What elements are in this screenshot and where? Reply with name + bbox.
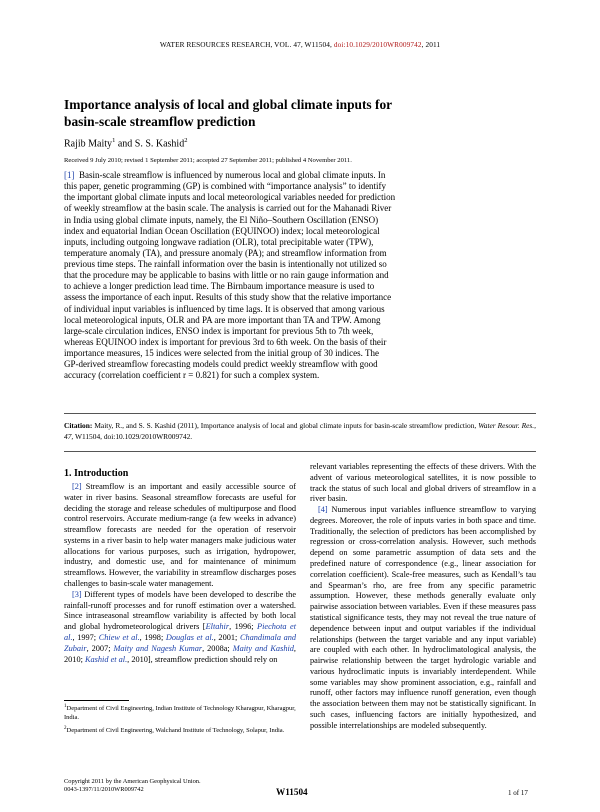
copyright [64, 778, 201, 794]
abstract-line: to achieve a longer prediction lead time. The Birnbaum importance measure is used to [64, 281, 375, 292]
journal-info: WATER RESOURCES RESEARCH, VOL. 47, W11504, [159, 40, 332, 49]
footnote-1: $^1$Department of Civil Engineering, Indian Institute of Technology Kharagpur, Kharagpur, India. [64, 704, 296, 721]
abstract-line: in India using global climate inputs, namely, the El Niño–Southern Oscillation (ENSO) [64, 214, 379, 225]
paragraph-3: [3] Different types of models have been developed to describe the rainfall-runoff processes and for runoff estimation over a watershed. Since intraseasonal streamflow variability is affected by both local and global hydrometeorological drivers [Eltahir, 1996; Piechota et al., 1997; Chiew et al., 1998; Douglas et al., 2001; Chandimala and Zubair, 2007; Maity and Nagesh Kumar, 2008a; Maity and Kashid, 2010; Kashid et al., 2010], streamflow prediction should rely on [64, 589, 297, 664]
author-1: Rajib Maity [64, 138, 113, 150]
abstract-line: inputs, including outgoing longwave radiation (OLR), total precipitable water (TPW), [64, 236, 374, 247]
paragraph-4: [4] Numerous input variables influence streamflow to varying degrees. Moreover, the role of inputs varies in both space and time. Traditionally, the selection of predictors has been accomplished by regression or cross-correlation analysis. However, such methods depend on some parametric assumption of data sets and the predefined nature of correspondence (e.g., linear association for correlation coefficient). Scale-free measures, such as Kendall’s tau and Spearman’s rho, are free from any specific parametric assumption. However, these methods generally evaluate only pairwise association between variables. Even if these measures pass statistical significance tests, they may not reveal the true nature of dependence between input and output variables if the individual relationships (between the target variable and any input variable) are coupled with each other. In hydroclimatological analysis, the pairwise relationship between the target hydrologic variable and various hydroclimatic inputs is invariably interdependent. While some variables may show prominent association, e.g., rainfall and runoff, other factors may influence runoff generation, even though the association between them may not be statistically significant. In such cases, influencing factors are initially hypothesized, and possible interrelationships are modeled subsequently. [310, 505, 536, 730]
section-heading: 1. Introduction [64, 468, 129, 479]
article-title [64, 97, 524, 130]
paragraph-2: [2] Streamflow is an important and easily accessible source of water in river basins. Seasonal streamflow forecasts are useful for deciding the storage and release schedules of multipurpose and flood control reservoirs. Accurate medium-range (a few weeks in advance) streamflow forecasts are needed for the operation of reservoir systems in a river basin to help water managers make judicious water allocations for various purposes, such as irrigation, hydropower, industry, and domestic use, and for maintenance of minimum streamflows. However, the variability in streamflow discharges poses challenges to basin-scale water management. [64, 482, 296, 589]
reference-link[interactable]: Chiew et al. [98, 632, 140, 642]
footnote-2: $^2$Department of Civil Engineering, Walchand Institute of Technology, Solapur, India. [64, 726, 285, 735]
issn-line: 0043-1397/11/2010WR009742 [64, 786, 144, 793]
header-year: , 2011 [421, 40, 441, 49]
doi-link[interactable]: doi:10.1029/2010WR009742 [333, 40, 422, 49]
abstract-line: this paper, genetic programming (GP) is combined with “importance analysis” to identify [64, 181, 387, 192]
reference-link[interactable]: Maity and Nagesh Kumar [113, 643, 203, 653]
paragraph-number[interactable]: [1] [64, 170, 75, 180]
title-line-1: Importance analysis of local and global climate inputs for [64, 97, 393, 112]
abstract-line: temperature anomaly (TA), and pressure anomaly (PA); and streamflow information from [64, 247, 387, 258]
abstract-line: that the procedure may be applicable to basins with little or no rain gauge information and [64, 270, 389, 281]
received-dates: Received 9 July 2010; revised 1 September 2011; accepted 27 September 2011; published 4 November 2011. [64, 157, 352, 164]
divider [64, 451, 536, 452]
left-column [64, 482, 296, 665]
abstract-line: GP-derived streamflow forecasting models could predict weekly streamflow with good [64, 359, 378, 370]
divider [64, 413, 536, 414]
citation-rest: W11504, doi:10.1029/2010WR009742. [74, 432, 193, 441]
reference-link[interactable]: Maity and Kashid [232, 643, 294, 653]
author-list [64, 137, 187, 149]
paragraph-number[interactable]: [3] [72, 589, 82, 599]
abstract [64, 170, 536, 381]
page-number: 1 of 17 [508, 789, 528, 797]
abstract-line: of weekly streamflow at the basin scale. The analysis is carried out for the Mahanadi River [64, 203, 392, 214]
running-header [0, 40, 600, 49]
abstract-line: local meteorological inputs, OLR and PA are more important than TA and TPW. Among [64, 314, 381, 325]
paragraph-number[interactable]: [4] [318, 505, 328, 515]
citation-journal: Water Resour. Res., 47, [64, 421, 536, 441]
abstract-line: assess the importance of each input. Results of this study show that the relative importance [64, 292, 392, 303]
citation-block [64, 420, 536, 442]
paragraph-3-continued: relevant variables representing the effects of these drivers. With the advent of various meteorological satellites, it is now possible to track the status of such local and global drivers of streamflow in a river basin. [310, 462, 536, 504]
reference-link[interactable]: Douglas et al. [165, 632, 214, 642]
abstract-line: the important global climate inputs and local meteorological variables needed for prediction [64, 192, 396, 203]
citation-label: Citation: [64, 421, 93, 430]
reference-link[interactable]: Kashid et al. [84, 654, 128, 664]
footnotes [64, 703, 296, 739]
paragraph-number[interactable]: [2] [72, 482, 82, 491]
abstract-line: [1] Basin-scale streamflow is influenced by numerous local and global climate inputs. In [64, 170, 386, 180]
affiliation-mark-2: 2 [184, 137, 188, 144]
abstract-line: whereas EQUINOO index is important for previous 3rd to 6th week. On the basis of their [64, 336, 387, 347]
abstract-line: previous time steps. The rainfall information over the basin is intentionally not utilized so [64, 259, 387, 269]
title-line-2: basin-scale streamflow prediction [64, 113, 256, 129]
abstract-line: of individual input variables is influenced by time lags. It is observed that among various [64, 303, 385, 314]
affiliation-mark-1: 1 [112, 137, 116, 144]
reference-link[interactable]: Piechota et al. [64, 622, 297, 642]
reference-link[interactable]: Eltahir [205, 622, 230, 632]
abstract-line: importance measures, 15 indices were selected from the initial group of 30 indices. The [64, 348, 379, 358]
citation-authors: Maity, R., and S. S. Kashid (2011), Importance analysis of local and global climate inputs for basin-scale streamflow prediction, [94, 421, 477, 430]
article-id: W11504 [276, 787, 308, 797]
copyright-line: Copyright 2011 by the American Geophysical Union. [64, 778, 201, 785]
abstract-line: large-scale circulation indices, ENSO index is important for previous 5th to 7th week, [64, 325, 374, 336]
right-column [310, 462, 536, 732]
abstract-line: accuracy (correlation coefficient r = 0.821) for such a complex system. [64, 370, 320, 381]
footnote-divider [64, 700, 129, 701]
author-2: and S. S. Kashid [115, 138, 185, 150]
abstract-line: index and equatorial Indian Ocean Oscillation (EQUINOO) index; local meteorological [64, 225, 380, 236]
reference-link[interactable]: Chandimala and Zubair [64, 632, 297, 653]
